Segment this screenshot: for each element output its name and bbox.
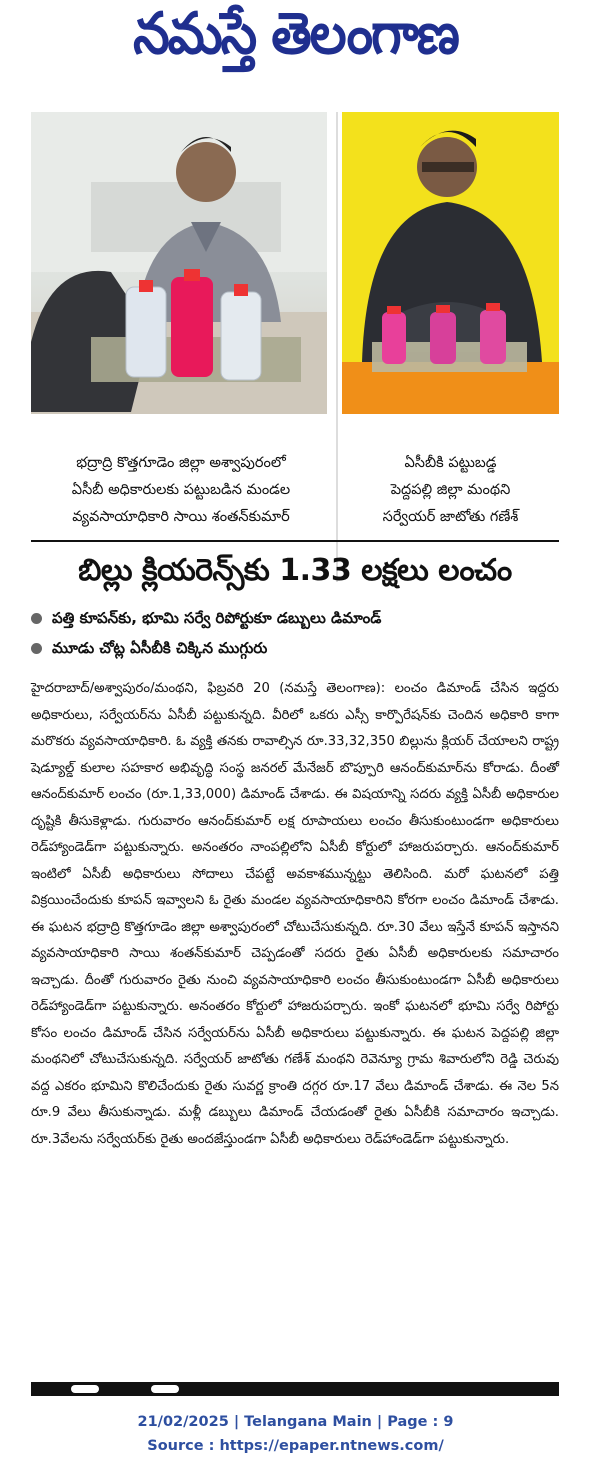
divider-rule — [31, 540, 559, 542]
column-separator — [336, 112, 338, 582]
footer-date-line: 21/02/2025 | Telangana Main | Page : 9 — [137, 1414, 454, 1430]
photo-surveyor-right-image — [342, 112, 559, 414]
photo-caption-right — [342, 450, 559, 531]
caption-line: పెద్దపల్లి జిల్లా మంథని — [390, 482, 511, 498]
caption-line: సర్వేయర్ జాటోతు గణేశ్ — [382, 509, 519, 525]
article-headline: బిల్లు క్లియరెన్స్‌కు 1.33 లక్షలు లంచం — [78, 553, 512, 588]
photo-officer-left — [31, 112, 327, 414]
masthead — [0, 0, 591, 82]
photo-officer-left-image — [31, 112, 327, 414]
next-article-strip — [31, 1382, 559, 1396]
footer-source-link[interactable]: Source : https://epaper.ntnews.com/ — [147, 1438, 444, 1454]
caption-line: భద్రాద్రి కొత్తగూడెం జిల్లా అశ్వాపురంలో — [76, 455, 286, 471]
bullet-icon — [31, 643, 42, 654]
subheadline-item: పత్తి కూపన్‌కు, భూమి సర్వే రిపోర్టుకూ డబ్బులు డిమాండ్ — [31, 603, 559, 633]
article-paragraph: హైదరాబాద్/అశ్వాపురం/మంథని, ఫిబ్రవరి 20 (నమస్తే తెలంగాణ): లంచం డిమాండ్ చేసిన ఇద్దరు అధికారులు, సర్వేయర్‌ను ఏసీబీ పట్టుకున్నది. వీరిలో ఒకరు ఎస్సీ కార్పొరేషన్‌కు చెందిన అధికారి కాగా మరొకరు వ్యవసాయాధికారి. ఓ వ్యక్తి తనకు రావాల్సిన రూ.33,32,350 బిల్లును క్లియర్ చేయాలని రాష్ట్ర షెడ్యూల్డ్ కులాల సహకార అభివృద్ధి సంస్థ జనరల్ మేనేజర్ బొప్పూరి ఆనంద్‌కుమార్‌ను కోరాడు. దీంతో ఆనంద్‌కుమార్ లంచం (రూ.1,33,000) డిమాండ్ చేశాడు. ఈ విషయాన్ని సదరు వ్యక్తి ఏసీబీ అధికారుల దృష్టికి తీసుకెళ్లాడు. గురువారం ఆనంద్‌కుమార్ లక్ష రూపాయలు లంచం తీసుకుంటుండగా అధికారులు రెడ్‌హ్యాండెడ్‌గా పట్టుకున్నారు. అనంతరం నాంపల్లిలోని ఏసీబీ కోర్టులో హాజరుపర్చారు. ఆనంద్‌కుమార్ ఇంటిలో ఏసీబీ అధికారులు సోదాలు చేపట్టే అవకాశమున్నట్టు తెలిసింది. మరో ఘటనలో పత్తి విక్రయించేందుకు కూపన్ ఇవ్వాలని ఓ రైతు మండల వ్యవసాయాధికారిని కోరగా లంచం డిమాండ్ చేశాడు. ఈ ఘటన భద్రాద్రి కొత్తగూడెం జిల్లా అశ్వాపురంలో చోటుచేసుకున్నది. రూ.30 వేలు ఇస్తేనే కూపన్ ఇస్తానని వ్యవసాయాధికారి సాయి శంతన్‌కుమార్ చెప్పడంతో సదరు రైతు ఏసీబీ అధికారులకు సమాచారం ఇచ్చాడు. దీంతో గురువారం రైతు నుంచి వ్యవసాయాధికారి లంచం తీసుకుంటుండగా ఏసీబీ అధికారులు రెడ్‌హ్యాండెడ్‌గా పట్టుకున్నారు. అనంతరం కోర్టులో హాజరుపర్చారు. ఇంకో ఘటనలో భూమి సర్వే రిపోర్టు కోసం లంచం డిమాండ్ చేసిన సర్వేయర్‌ను ఏసీబీ అధికారులు పట్టుకున్నారు. ఈ ఘటన పెద్దపల్లి జిల్లా మంథనిలో చోటుచేసుకున్నది. సర్వేయర్ జాటోతు గణేశ్ మంథని రెవెన్యూ గ్రామ శివారులోని రెడ్డి చెరువు వద్ద ఎకరం భూమిని కొలిచేందుకు రైతు సువర్ణ క్రాంతి దగ్గర రూ.17 వేలు డిమాండ్ చేశాడు. ఈ నెల 5న రూ.9 వేలు తీసుకున్నాడు. మళ్లీ డబ్బులు డిమాండ్ చేయడంతో రైతు ఏసీబీకి సమాచారం ఇచ్చాడు. రూ.3వేలను సర్వేయర్‌కు రైతు అందజేస్తుండగా ఏసీబీ అధికారులు రెడ్‌హాండెడ్‌గా పట్టుకున్నారు. — [31, 681, 559, 1147]
bullet-icon — [31, 613, 42, 624]
caption-line: ఏసీబీ అధికారులకు పట్టుబడిన మండల — [71, 482, 291, 498]
subheadlines — [31, 603, 559, 663]
strip-mark — [71, 1385, 99, 1393]
photo-caption-left — [31, 450, 331, 531]
caption-line: వ్యవసాయాధికారి సాయి శంతన్‌కుమార్ — [72, 509, 290, 525]
strip-mark — [151, 1385, 179, 1393]
article-body — [31, 676, 559, 1153]
newspaper-title: నమస్తే తెలంగాణ — [133, 0, 458, 67]
subheadline-item: మూడు చోట్ల ఏసీబీకి చిక్కిన ముగ్గురు — [31, 633, 559, 663]
photo-surveyor-right — [342, 112, 559, 414]
caption-line: ఏసీబీకి పట్టుబడ్డ — [404, 455, 497, 471]
